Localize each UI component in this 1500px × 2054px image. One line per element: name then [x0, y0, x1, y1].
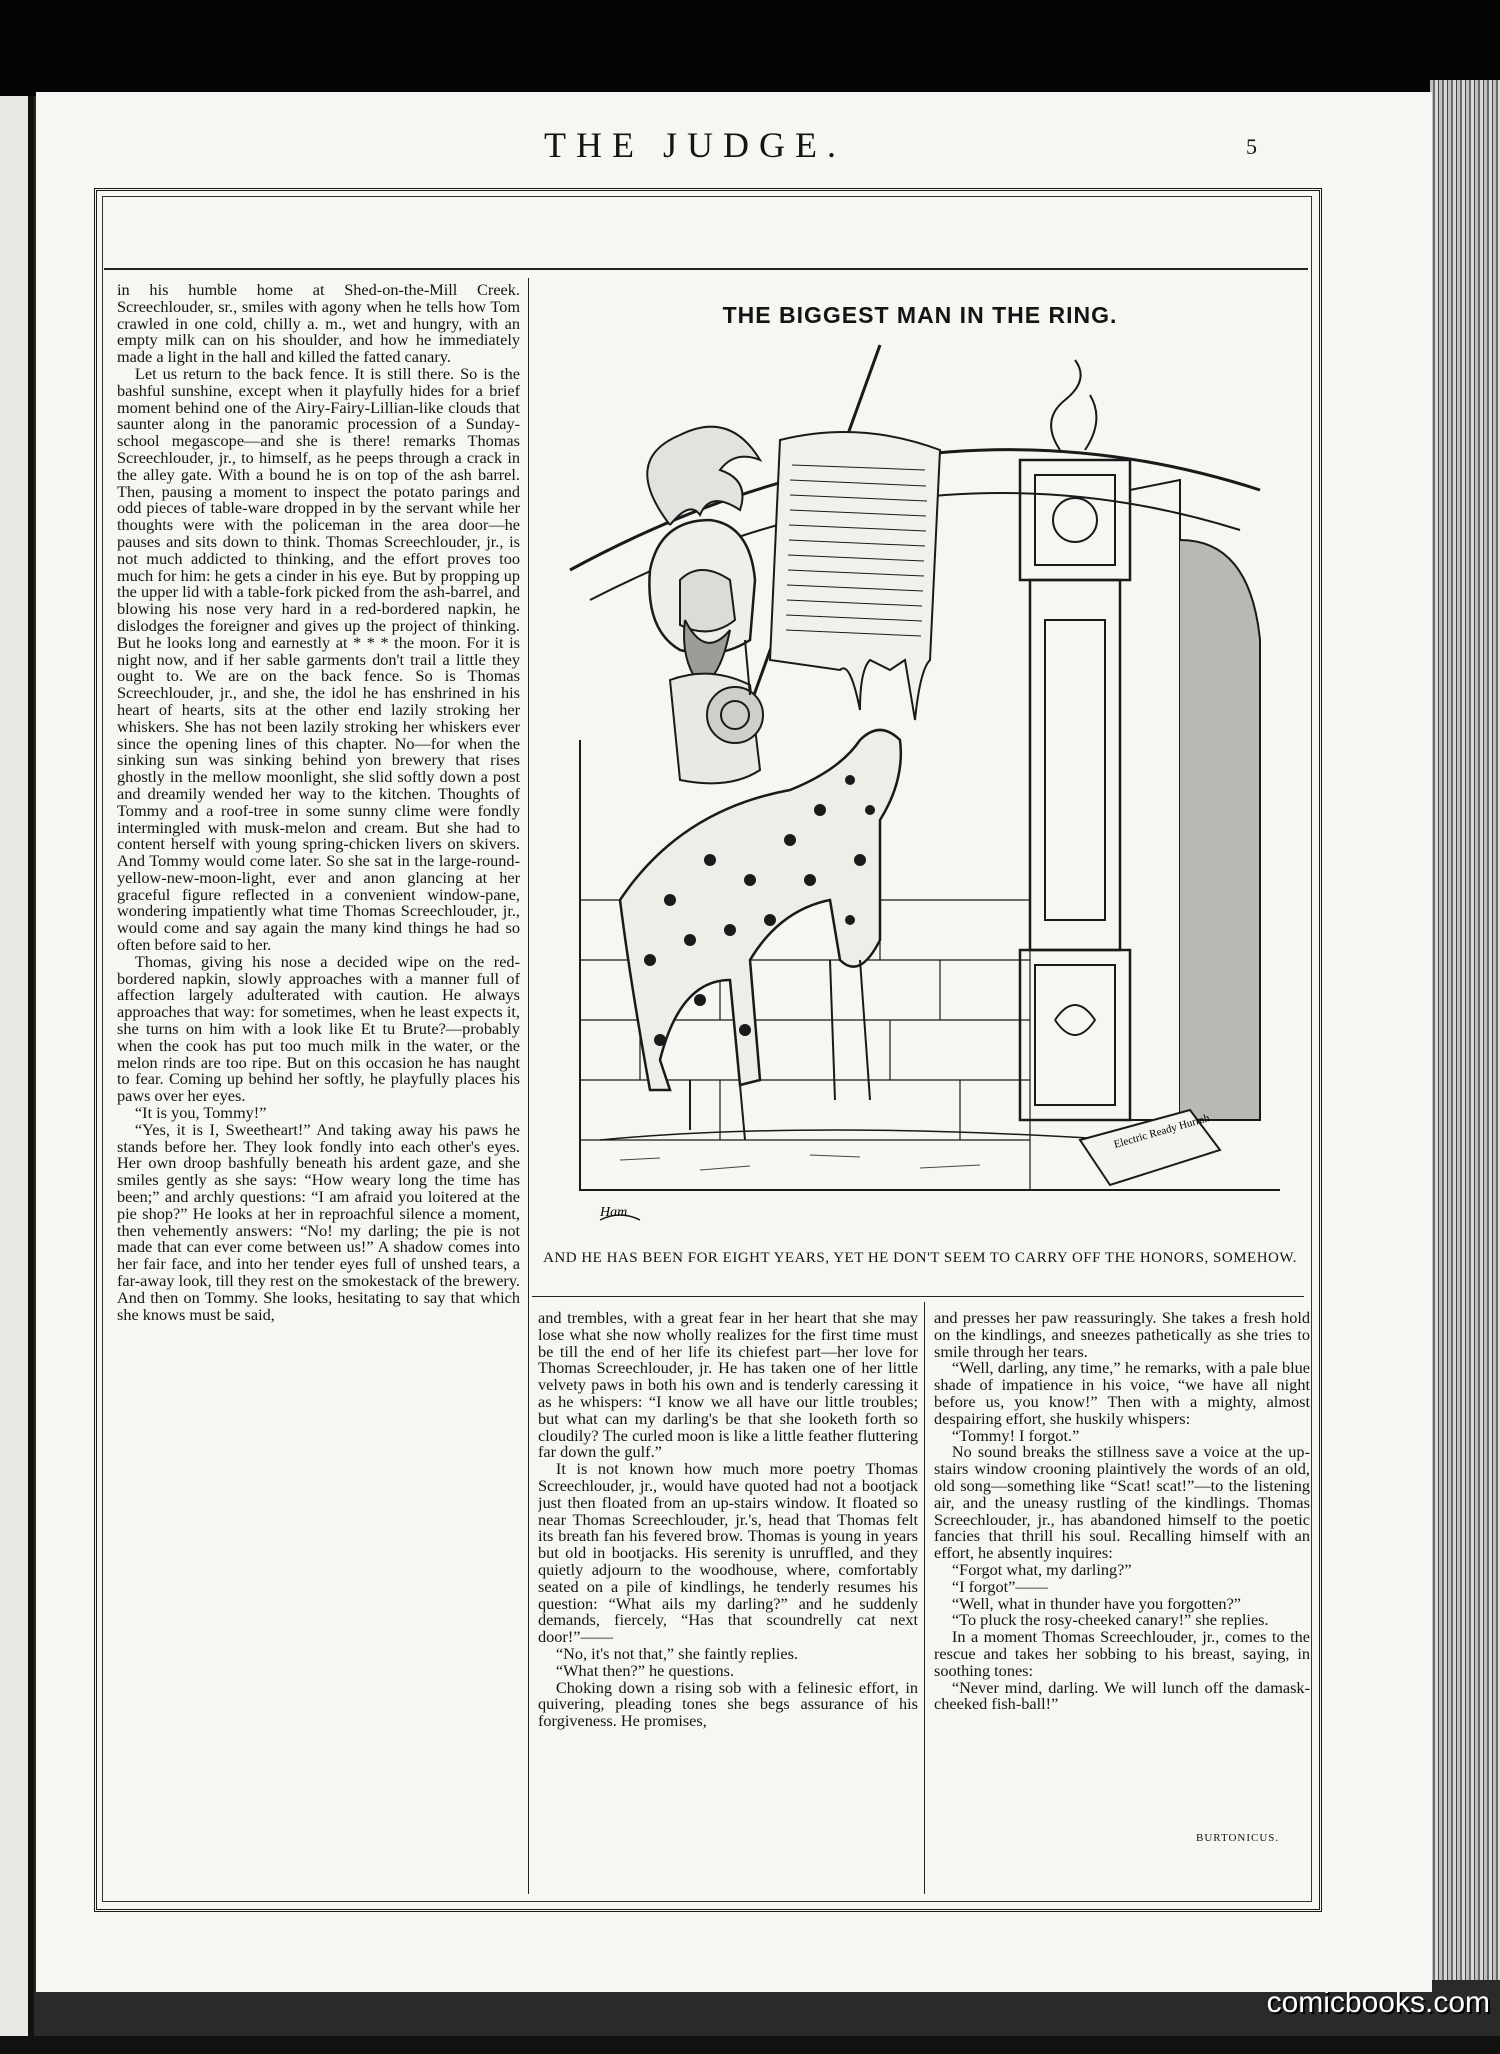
paragraph: In a moment Thomas Screechlouder, jr., comes to the rescue and takes her sobbing to his breast, saying, in soothing tones: — [934, 1627, 1310, 1680]
right-column — [934, 1310, 1310, 1810]
paragraph: “Tommy! I forgot.” — [951, 1425, 1080, 1445]
cartoon-title: THE BIGGEST MAN IN THE RING. — [722, 302, 1118, 328]
paragraph: “Forgot what, my darling?” — [951, 1559, 1132, 1579]
column-divider-main — [528, 278, 529, 1894]
paragraph: “What then?” he questions. — [555, 1660, 735, 1680]
left-column — [117, 282, 520, 1890]
book-spine-pages — [1430, 80, 1500, 1980]
paragraph: It is not known how much more poetry Thomas Screechlouder, jr., would have quoted had not a bootjack just then floated from an up-stairs window. It floated so near Thomas Screechlouder, jr.'s, head that Thomas felt its breath fan his fevered brow. Thomas is young in years but old in bootjacks. His serenity is unruffled, and they quietly adjourn to the woodhouse, where, comfortably seated on a pile of kindlings, he tenderly resumes his question: “What ails my darling?” and he suddenly demands, fiercely, “Has that scoundrelly cat next door!”—— — [538, 1459, 918, 1647]
paragraph: and presses her paw reassuringly. She takes a fresh hold on the kindlings, and sneezes pathetically as she tries to smile through her tears. — [934, 1310, 1310, 1361]
paragraph: “To pluck the rosy-cheeked canary!” she replies. — [951, 1610, 1269, 1630]
paragraph: Thomas, giving his nose a decided wipe on the red-bordered napkin, slowly approaches with a manner full of affection largely adulterated with caution. He always approaches that way: for sometimes, when he least expects it, she turns on him with a look like Et tu Brute?—probably when the cook has put too much milk in the water, or the melon rinds are too ripe. But on this occasion he has naught to fear. Coming up behind her softly, he playfully places his paws over her eyes. — [117, 951, 520, 1106]
page-number: 5 — [1246, 134, 1257, 159]
cartoon-caption: AND HE HAS BEEN FOR EIGHT YEARS, YET HE DON'T SEEM TO CARRY OFF THE HONORS, SOMEHOW. — [543, 1250, 1297, 1266]
paragraph: Choking down a rising sob with a felinesic effort, in quivering, pleading tones she begs assurance of his forgiveness. He promises, — [538, 1677, 918, 1731]
placard-text: Electric Ready Hurrah — [1112, 1112, 1211, 1151]
paragraph: in his humble home at Shed-on-the-Mill Creek. Screechlouder, sr., smiles with agony when he tells how Tom crawled in one cold, chilly a. m., wet and hungry, with an empty milk can on his shoulder, and how he immediately made a light in the hall and killed the fatted canary. — [117, 282, 520, 367]
facing-page-edge — [0, 96, 34, 2036]
middle-column — [538, 1310, 918, 1904]
scanner-border-bottom — [0, 2036, 1500, 2054]
paragraph: No sound breaks the stillness save a voice at the up-stairs window crooning plaintively the words of an old, old song—something like “Scat! scat!”—to the listening air, and the uneasy rustling of the kindlings. Thomas Screechlouder, jr., has abandoned himself to the poetic fancies that thrill his soul. Recalling himself with an effort, he absently inquires: — [934, 1442, 1310, 1563]
paragraph: Let us return to the back fence. It is still there. So is the bashful sunshine, except when it playfully hides for a brief moment behind one of the Airy-Fairy-Lillian-like clouds that saunter along in the panoramic procession of a Sunday-school megascope—and she is there! remarks Thomas Screechlouder, jr., to himself, as he peeps through a crack in the alley gate. With a bound he is on top of the ash barrel. Then, pausing a moment to inspect the potato parings and odd pieces of table-ware dropped in by the servant while her thoughts were with the policeman in the area door—he pauses and sits down to think. Thomas Screechlouder, jr., is not much addicted to thinking, and the effort proves too much for him: he gets a cinder in his eye. But by propping up the upper lid with a table-fork picked from the ash-barrel, and blowing his nose very hard in a red-bordered napkin, he dislodges the foreigner and gives up the project of thinking. But he looks long and earnestly at * * * the moon. For it is night now, and if her sable garments don't trail a little they ought to. We are on the back fence. So is Thomas Screechlouder, jr., and she, the idol he has enshrined in his heart of hearts, sits at the other end lazily stroking her whiskers. She has not been lazily stroking her whiskers ever since the opening lines of this chapter. No—for when the sinking sun was sinking behind yon brewery that rises ghostly in the mellow moonlight, she slid softly down a post and dreamily wended her way to the kitchen. Thoughts of Tommy and a roof-tree in some sunny clime were fondly intermingled with musk-melon and cream. But she had to content herself with young spring-chicken livers on skivers. And Tommy would come later. So she sat in the large-round-yellow-new-moon-light, ever and anon glancing at her graceful figure reflected in a convenient window-pane, wondering impatiently what time Thomas Screechlouder, jr., would come and say again the many kind things he had so often before said to her. — [117, 363, 520, 955]
paragraph: “Yes, it is I, Sweetheart!” And taking away his paws he stands before her. They look fondly into each other's eyes. Her own droop bashfully beneath his ardent gaze, and she smiles gently as she says: “How weary long the time has been;” and archly questions: “I am afraid you loitered at the pie shop?” He looks at her in reproachful silence a moment, then vehemently answers: “No! my darling; the pie is not made that can ever come between us!” A shadow comes into her fair face, and into her tender eyes full of unshed tears, a far-away look, till they rest on the smokestack of the brewery. And then on Tommy. She looks, hesitating to say that which she knows must be said, — [117, 1119, 520, 1324]
column-divider-lower — [924, 1302, 925, 1894]
masthead-rule — [104, 268, 1308, 270]
paragraph: “No, it's not that,” she faintly replies. — [555, 1643, 799, 1663]
site-watermark: comicbooks.com — [1266, 1986, 1490, 2019]
paragraph: “Never mind, darling. We will lunch off the damask-cheeked fish-ball!” — [934, 1677, 1310, 1714]
author-signature: BURTONICUS. — [1196, 1832, 1280, 1844]
cartoon-illustration — [560, 340, 1280, 1240]
paragraph: “I forgot”—— — [951, 1576, 1048, 1596]
paragraph: “It is you, Tommy!” — [134, 1103, 267, 1123]
paragraph: “Well, darling, any time,” he remarks, with a pale blue shade of impatience in his voice, “we have all night before us, you know!” Then with a mighty, almost despairing effort, she huskily whispers: — [934, 1358, 1310, 1428]
caption-divider — [532, 1296, 1304, 1297]
masthead-title: THE JUDGE. — [544, 125, 846, 165]
artist-signature: Ham — [600, 1205, 628, 1220]
paragraph: “Well, what in thunder have you forgotten?” — [951, 1593, 1242, 1613]
paragraph: and trembles, with a great fear in her heart that she may lose what she now wholly realizes for the first time must be till the end of her life its chiefest part—her love for Thomas Screechlouder, jr. He has taken one of her little velvety paws in both his own and is tenderly caressing it as he whispers: “I know we all have our little troubles; but what can my darling's be that she looketh forth so cloudily? The curled moon is like a little feather fluttering far down the gulf.” — [538, 1310, 918, 1462]
scanner-border-top — [0, 0, 1500, 96]
